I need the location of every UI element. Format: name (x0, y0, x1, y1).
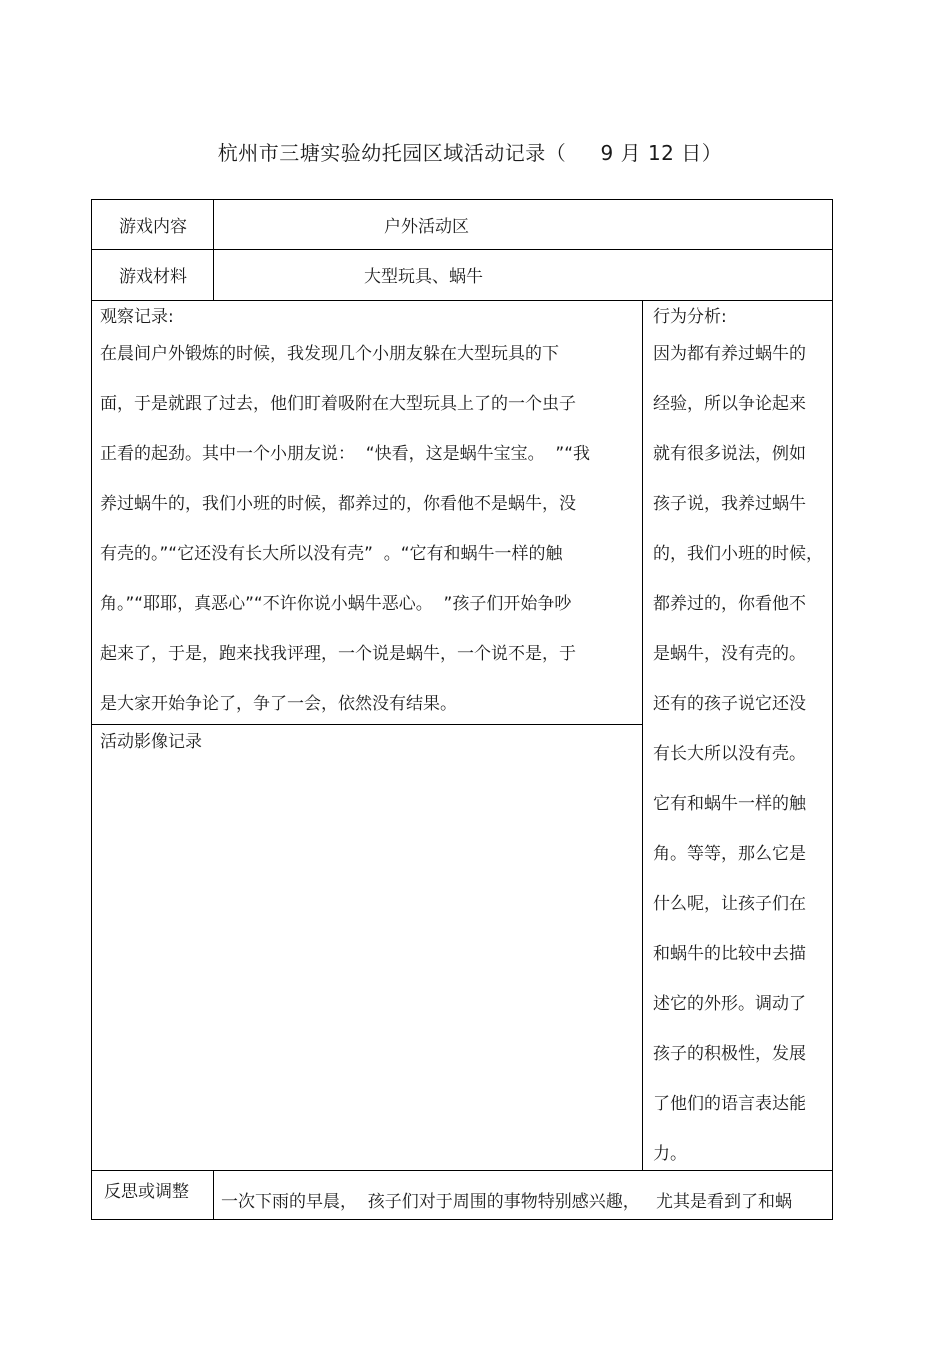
analysis-line: 经验，所以争论起来 (653, 394, 806, 414)
row-divider (92, 300, 832, 301)
row-divider (92, 1170, 832, 1171)
game-material-value: 大型玩具、蜗牛 (364, 267, 483, 287)
analysis-line: 什么呢，让孩子们在 (653, 894, 806, 914)
analysis-line: 都养过的，你看他不 (653, 594, 806, 614)
analysis-line: 还有的孩子说它还没 (653, 694, 806, 714)
analysis-line: 孩子的积极性，发展 (653, 1044, 806, 1064)
observation-line: 正看的起劲。其中一个小朋友说： “快看，这是蜗牛宝宝。 ”“我 (100, 444, 591, 464)
reflection-label-divider (213, 1170, 214, 1220)
observation-line: 起来了，于是，跑来找我评理，一个说是蜗牛，一个说不是，于 (100, 644, 576, 664)
analysis-line: 力。 (653, 1144, 687, 1164)
game-material-label: 游戏材料 (119, 267, 187, 287)
game-content-value: 户外活动区 (384, 217, 469, 237)
analysis-line: 是蜗牛，没有壳的。 (653, 644, 806, 664)
observation-label: 观察记录: (100, 307, 174, 327)
observation-line: 养过蜗牛的，我们小班的时候，都养过的，你看他不是蜗牛，没 (100, 494, 576, 514)
game-content-label: 游戏内容 (119, 217, 187, 237)
reflection-label: 反思或调整 (104, 1182, 189, 1202)
observation-line: 角。”“耶耶，真恶心”“不许你说小蜗牛恶心。 ”孩子们开始争吵 (100, 594, 572, 614)
observation-line: 在晨间户外锻炼的时候，我发现几个小朋友躲在大型玩具的下 (100, 344, 559, 364)
analysis-line: 角。等等，那么它是 (653, 844, 806, 864)
analysis-line: 述它的外形。调动了 (653, 994, 806, 1014)
row-divider (92, 249, 832, 250)
analysis-line: 孩子说，我养过蜗牛 (653, 494, 806, 514)
analysis-line: 因为都有养过蜗牛的 (653, 344, 806, 364)
reflection-text: 一次下雨的早晨， 孩子们对于周围的事物特别感兴趣， 尤其是看到了和蜗 (221, 1192, 793, 1212)
analysis-line: 的，我们小班的时候， (653, 544, 823, 564)
analysis-column-divider (642, 300, 643, 1170)
observation-bottom-divider (92, 724, 643, 725)
analysis-line: 有长大所以没有壳。 (653, 744, 806, 764)
observation-line: 有壳的。”“它还没有长大所以没有壳” 。“它有和蜗牛一样的触 (100, 544, 563, 564)
analysis-line: 就有很多说法，例如 (653, 444, 806, 464)
observation-line: 面，于是就跟了过去，他们盯着吸附在大型玩具上了的一个虫子 (100, 394, 576, 414)
activity-record-table (91, 199, 833, 1220)
observation-line: 是大家开始争论了，争了一会，依然没有结果。 (100, 694, 457, 714)
analysis-label: 行为分析: (653, 307, 727, 327)
page-title: 杭州市三塘实验幼托园区域活动记录（ 9 月 12 日） (217, 141, 723, 165)
photo-record-label: 活动影像记录 (100, 732, 202, 752)
analysis-line: 了他们的语言表达能 (653, 1094, 806, 1114)
analysis-line: 它有和蜗牛一样的触 (653, 794, 806, 814)
analysis-line: 和蜗牛的比较中去描 (653, 944, 806, 964)
